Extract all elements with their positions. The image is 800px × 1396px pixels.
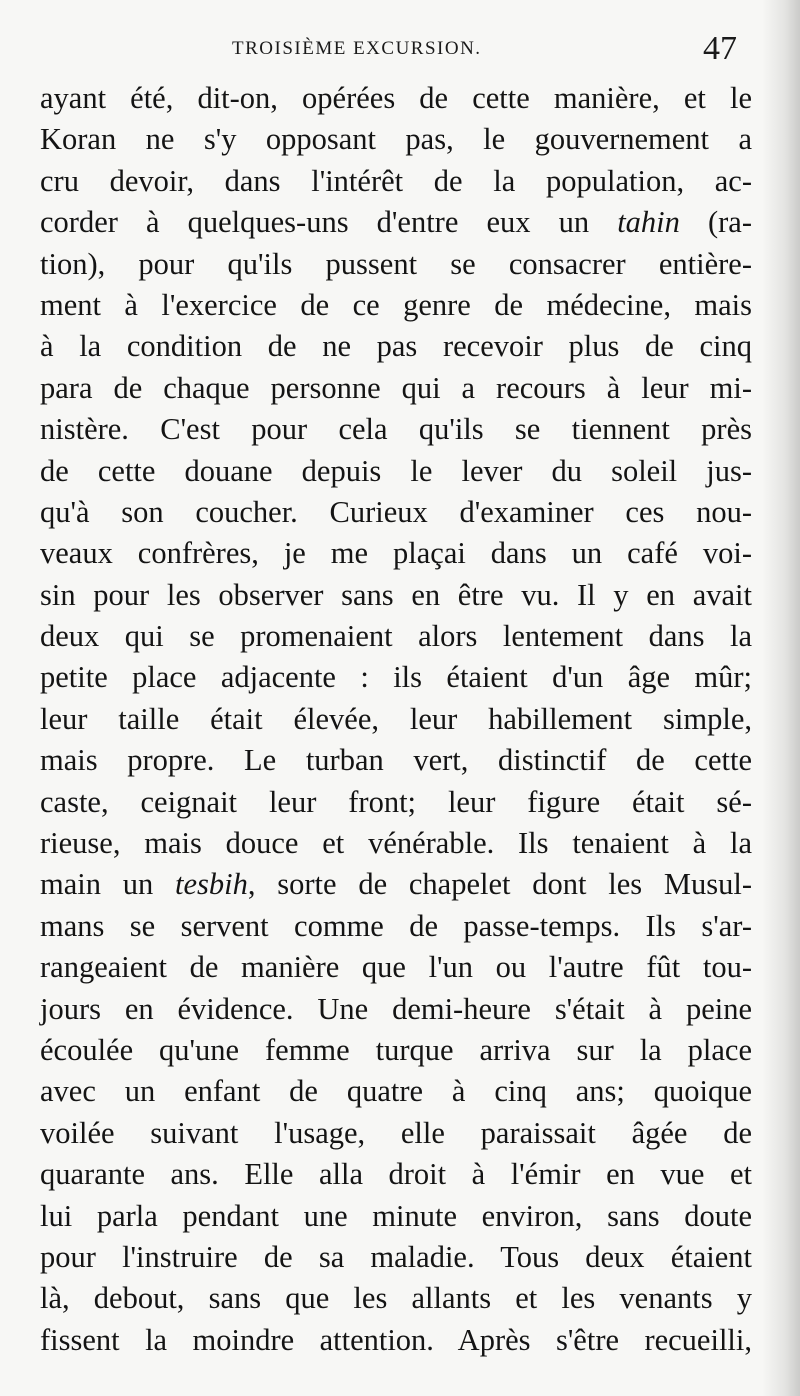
text-segment: main un (40, 867, 176, 902)
page-gutter-shadow (762, 0, 800, 1396)
text-line: nistère. C'est pour cela qu'ils se tiennent près (40, 412, 752, 447)
text-segment: , sorte de chapelet dont les Musul- (247, 867, 752, 902)
text-line: qu'à son coucher. Curieux d'examiner ces nou- (40, 494, 752, 529)
text-line: cru devoir, dans l'intérêt de la population, ac- (40, 163, 752, 198)
text-segment: corder à quelques-uns d'entre eux un (40, 205, 618, 240)
text-line: mais propre. Le turban vert, distinctif de cette (40, 743, 752, 778)
text-line: jours en évidence. Une demi-heure s'était à peine (40, 991, 752, 1026)
text-line: à la condition de ne pas recevoir plus de cinq (40, 329, 752, 364)
page-number: 47 (703, 30, 737, 67)
text-line: avec un enfant de quatre à cinq ans; quoique (40, 1074, 752, 1109)
text-line: tion), pour qu'ils pussent se consacrer entière- (40, 246, 752, 281)
text-line: deux qui se promenaient alors lentement dans la (40, 619, 752, 654)
text-line: quarante ans. Elle alla droit à l'émir en vue et (40, 1157, 752, 1192)
text-line: fissent la moindre attention. Après s'être recueilli, (40, 1322, 752, 1357)
body-text (40, 78, 752, 1361)
text-line (40, 202, 752, 243)
italic-term: tesbih (175, 867, 248, 902)
italic-term: tahin (617, 205, 680, 240)
text-line: sin pour les observer sans en être vu. Il y en avait (40, 577, 752, 612)
text-line: là, debout, sans que les allants et les venants y (40, 1281, 752, 1316)
text-line: mans se servent comme de passe-temps. Ils s'ar- (40, 908, 752, 943)
text-line: para de chaque personne qui a recours à leur mi- (40, 370, 752, 405)
text-line: lui parla pendant une minute environ, sans doute (40, 1198, 752, 1233)
text-line: leur taille était élevée, leur habillement simple, (40, 701, 752, 736)
text-line: ayant été, dit-on, opérées de cette manière, et le (40, 81, 752, 115)
text-line: pour l'instruire de sa maladie. Tous deux étaient (40, 1239, 752, 1274)
text-line: écoulée qu'une femme turque arriva sur la place (40, 1032, 752, 1067)
text-segment: (ra- (679, 205, 752, 240)
text-line: veaux confrères, je me plaçai dans un café voi- (40, 536, 752, 571)
text-line (40, 864, 752, 905)
running-title: TROISIÈME EXCURSION. (232, 38, 482, 59)
text-line: voilée suivant l'usage, elle paraissait âgée de (40, 1115, 752, 1150)
text-line: rieuse, mais douce et vénérable. Ils tenaient à la (40, 826, 752, 861)
text-line: caste, ceignait leur front; leur figure était sé- (40, 784, 752, 819)
text-line: de cette douane depuis le lever du soleil jus- (40, 453, 752, 488)
text-line: petite place adjacente : ils étaient d'un âge mûr; (40, 660, 752, 695)
text-line: rangeaient de manière que l'un ou l'autre fût tou- (40, 950, 752, 985)
text-line: Koran ne s'y opposant pas, le gouvernement a (40, 122, 752, 157)
text-line: ment à l'exercice de ce genre de médecine, mais (40, 287, 752, 322)
